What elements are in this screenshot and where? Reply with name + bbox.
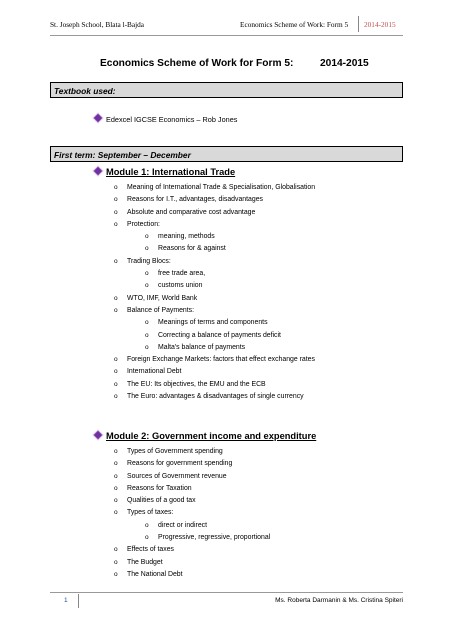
list-item-text: meaning, methods <box>158 233 215 241</box>
list-item <box>114 256 414 268</box>
list-item-text: Balance of Payments: <box>127 306 195 314</box>
list-item <box>114 458 414 470</box>
circle-bullet-icon: o <box>114 380 118 388</box>
circle-bullet-icon: o <box>145 521 149 529</box>
list-item <box>114 495 414 507</box>
list-item-text: The Budget <box>127 558 163 566</box>
footer-rule <box>50 592 403 593</box>
circle-bullet-icon: o <box>114 497 118 505</box>
list-item <box>114 207 414 219</box>
circle-bullet-icon: o <box>114 484 118 492</box>
list-item <box>145 231 414 243</box>
circle-bullet-icon: o <box>145 270 149 278</box>
circle-bullet-icon: o <box>114 558 118 566</box>
circle-bullet-icon: o <box>114 460 118 468</box>
list-item <box>114 293 414 305</box>
list-item <box>114 507 414 519</box>
circle-bullet-icon: o <box>145 319 149 327</box>
list-item <box>114 354 414 366</box>
title-main: Economics Scheme of Work for Form 5: <box>100 58 294 69</box>
footer-divider <box>78 594 79 608</box>
list-item-text: The Euro: advantages & disadvantages of single currency <box>127 393 304 401</box>
header-years: 2014-2015 <box>364 20 396 29</box>
list-item-text: The National Debt <box>127 570 183 578</box>
page-footer <box>50 592 403 622</box>
circle-bullet-icon: o <box>114 472 118 480</box>
list-item <box>114 557 414 569</box>
list-item <box>114 569 414 581</box>
textbook-text: Edexcel IGCSE Economics – Rob Jones <box>106 115 238 124</box>
circle-bullet-icon: o <box>114 220 118 228</box>
circle-bullet-icon: o <box>114 393 118 401</box>
title-years: 2014-2015 <box>320 58 369 69</box>
list-item <box>114 219 414 231</box>
list-item-text: free trade area, <box>158 270 206 278</box>
module-2-title: Module 2: Government income and expenditure <box>106 431 317 441</box>
list-item-text: direct or indirect <box>158 521 208 529</box>
diamond-bullet-icon <box>94 114 102 122</box>
list-item <box>145 243 414 255</box>
list-item-text: Malta's balance of payments <box>158 343 246 351</box>
list-item-text: Meanings of terms and components <box>158 319 268 327</box>
circle-bullet-icon: o <box>145 245 149 253</box>
list-item <box>145 268 414 280</box>
list-item <box>145 317 414 329</box>
circle-bullet-icon: o <box>145 343 149 351</box>
list-item-text: Effects of taxes <box>127 546 174 554</box>
list-item-text: Reasons for government spending <box>127 460 233 468</box>
circle-bullet-icon: o <box>114 184 118 191</box>
list-item <box>114 483 414 495</box>
diamond-bullet-icon <box>94 431 102 439</box>
page-number: 1 <box>64 597 68 604</box>
list-item <box>114 194 414 206</box>
list-item-text: Protection: <box>127 220 160 228</box>
module-1-title: Module 1: International Trade <box>106 167 236 177</box>
list-item <box>114 305 414 317</box>
list-item-text: Reasons for Taxation <box>127 484 192 492</box>
circle-bullet-icon: o <box>145 534 149 542</box>
list-item-text: Sources of Government revenue <box>127 472 227 480</box>
circle-bullet-icon: o <box>114 546 118 554</box>
list-item <box>145 532 414 544</box>
list-item <box>114 366 414 378</box>
circle-bullet-icon: o <box>114 294 118 302</box>
list-item-text: Types of taxes: <box>127 509 174 517</box>
list-item-text: Absolute and comparative cost advantage <box>127 208 256 216</box>
module-1-heading <box>95 167 235 177</box>
list-item <box>145 342 414 354</box>
list-item <box>114 471 414 483</box>
list-item <box>145 330 414 342</box>
list-item-text: Correcting a balance of payments deficit <box>158 331 281 339</box>
term-heading-bar: First term: September – December <box>50 146 403 162</box>
list-item-text: WTO, IMF, World Bank <box>127 294 198 302</box>
circle-bullet-icon: o <box>145 331 149 339</box>
textbook-heading-bar: Textbook used: <box>50 82 403 98</box>
circle-bullet-icon: o <box>114 368 118 376</box>
list-item-text: Types of Government spending <box>127 448 223 455</box>
list-item-text: Progressive, regressive, proportional <box>158 534 271 542</box>
header-scheme: Economics Scheme of Work: Form 5 <box>240 20 349 29</box>
list-item-text: Meaning of International Trade & Specialisation, Globalisation <box>127 184 316 191</box>
circle-bullet-icon: o <box>114 570 118 578</box>
page-header <box>50 8 403 46</box>
header-school: St. Joseph School, Blata l-Bajda <box>50 20 145 29</box>
list-item-text: The EU: Its objectives, the EMU and the ECB <box>127 380 266 388</box>
list-item <box>145 280 414 292</box>
list-item <box>114 379 414 391</box>
circle-bullet-icon: o <box>114 448 118 455</box>
list-item-text: Trading Blocs: <box>127 257 171 265</box>
list-item-text: Qualities of a good tax <box>127 497 196 505</box>
list-item-text: customs union <box>158 282 203 290</box>
module-2-topic-list <box>114 446 414 581</box>
list-item-text: Foreign Exchange Markets: factors that effect exchange rates <box>127 356 315 364</box>
circle-bullet-icon: o <box>114 306 118 314</box>
module-1-topic-list <box>114 182 414 403</box>
module-2-heading <box>95 431 316 441</box>
circle-bullet-icon: o <box>114 509 118 517</box>
circle-bullet-icon: o <box>114 208 118 216</box>
list-item-text: Reasons for & against <box>158 245 226 253</box>
circle-bullet-icon: o <box>114 257 118 265</box>
list-item <box>114 446 414 458</box>
circle-bullet-icon: o <box>114 356 118 364</box>
textbook-entry <box>95 115 237 124</box>
header-divider <box>358 16 359 32</box>
list-item <box>114 182 414 194</box>
circle-bullet-icon: o <box>145 282 149 290</box>
list-item-text: Reasons for I.T., advantages, disadvantages <box>127 196 263 204</box>
circle-bullet-icon: o <box>145 233 149 241</box>
footer-authors: Ms. Roberta Darmanin & Ms. Cristina Spiteri <box>275 597 403 604</box>
header-rule <box>50 35 403 36</box>
diamond-bullet-icon <box>94 167 102 175</box>
list-item <box>145 520 414 532</box>
list-item-text: International Debt <box>127 368 182 376</box>
list-item <box>114 391 414 403</box>
list-item <box>114 544 414 556</box>
circle-bullet-icon: o <box>114 196 118 204</box>
